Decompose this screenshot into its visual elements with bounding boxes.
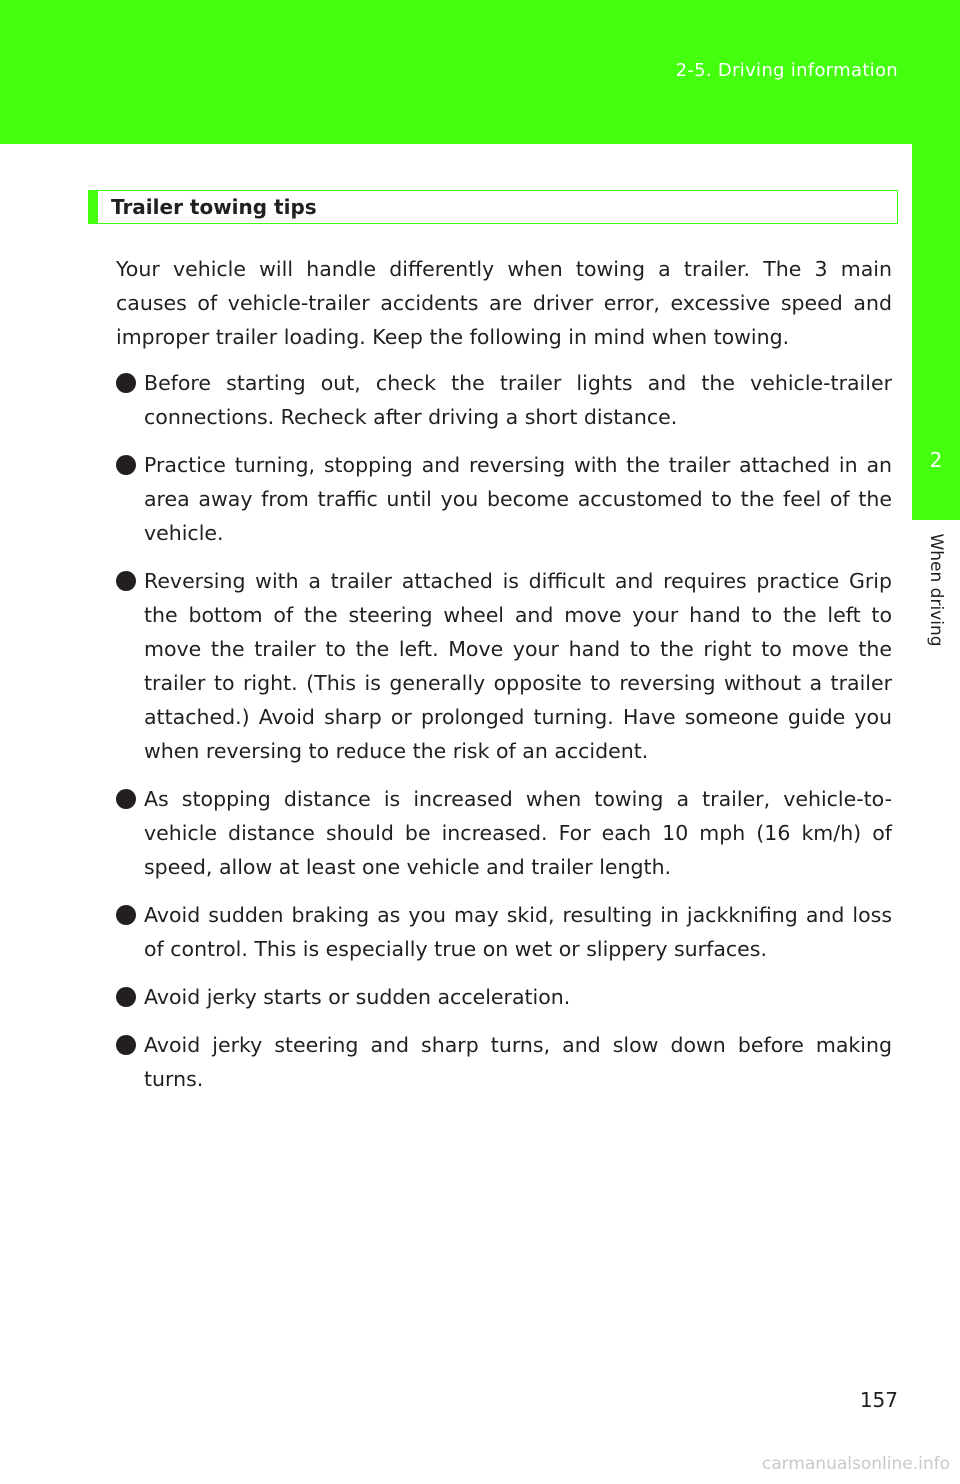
tip-text: Reversing with a trailer attached is difficult and requires practice Grip the bottom of the steering wheel and move your hand to the left to move the trailer to the left. Move your hand to the right to move the trailer to right. (This is generally opposite to reversing without a trailer attached.) Avoid sharp or prolonged turning. Have someone guide you when reversing to reduce the risk of an accident. [144,569,892,763]
tip-text: Avoid sudden braking as you may skid, resulting in jackknifing and loss of control. This is especially true on wet or slippery surfaces. [144,903,892,961]
page-number: 157 [859,1388,898,1412]
chapter-title: 2-5. Driving information [675,60,898,81]
tip-item [116,782,892,884]
tip-text: Before starting out, check the trailer lights and the vehicle-trailer connections. Recheck after driving a short distance. [144,371,892,429]
bullet-dot-icon [116,571,136,591]
body-content [116,252,892,1110]
side-tab-label: When driving [926,533,946,647]
tip-item [116,1028,892,1096]
section-heading-bar [89,191,98,223]
tip-item [116,898,892,966]
bullet-dot-icon [116,455,136,475]
tip-text: Avoid jerky starts or sudden acceleration. [144,985,571,1009]
bullet-dot-icon [116,789,136,809]
tip-text: As stopping distance is increased when towing a trailer, vehicle-to-vehicle distance should be increased. For each 10 mph (16 km/h) of speed, allow at least one vehicle and trailer length. [144,787,892,879]
bullet-dot-icon [116,1035,136,1055]
tip-item [116,448,892,550]
tip-text: Avoid jerky steering and sharp turns, and slow down before making turns. [144,1033,892,1091]
bullet-dot-icon [116,373,136,393]
section-title: Trailer towing tips [111,195,317,219]
side-tab-number: 2 [929,448,943,472]
bullet-dot-icon [116,987,136,1007]
page-header [0,0,960,144]
tip-item [116,564,892,768]
watermark: carmanualsonline.info [761,1454,950,1474]
tips-list [116,366,892,1096]
tip-item [116,366,892,434]
section-heading [88,190,898,224]
tip-text: Practice turning, stopping and reversing with the trailer attached in an area away from traffic until you become accustomed to the feel of the vehicle. [144,453,892,545]
tip-item [116,980,892,1014]
bullet-dot-icon [116,905,136,925]
intro-paragraph: Your vehicle will handle differently when towing a trailer. The 3 main causes of vehicle-trailer accidents are driver error, excessive speed and improper trailer loading. Keep the following in mind when towing. [116,257,892,349]
